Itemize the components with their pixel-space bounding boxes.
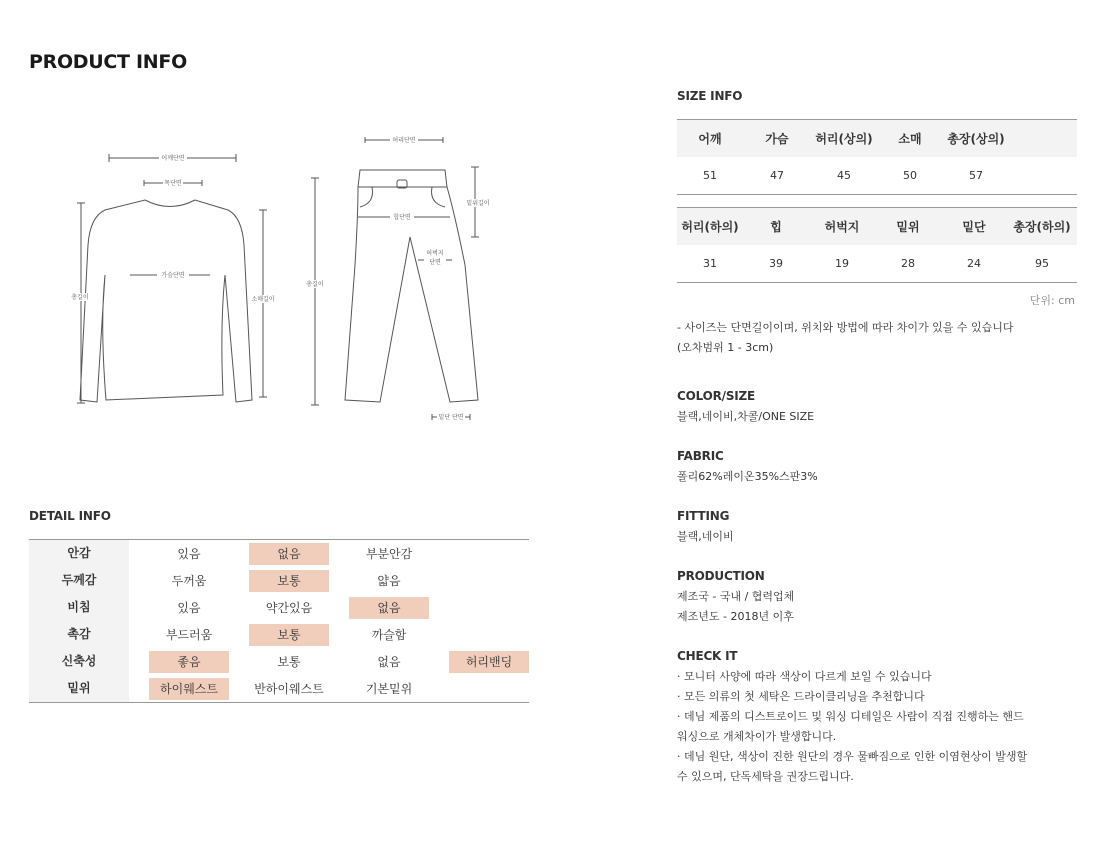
detail-option-selected: 허리밴딩 bbox=[449, 651, 529, 673]
detail-row bbox=[29, 675, 529, 702]
detail-row bbox=[29, 621, 529, 648]
production-block bbox=[677, 569, 1087, 627]
fabric-value: 폴리62%레이온35%스판3% bbox=[677, 470, 818, 483]
size-value-cell: 95 bbox=[1035, 257, 1049, 270]
hip-label: 힙단면 bbox=[393, 214, 411, 221]
size-header-cell: 허리(상의) bbox=[815, 132, 873, 146]
fitting-value: 블랙,네이비 bbox=[677, 530, 734, 543]
detail-info-title: DETAIL INFO bbox=[29, 509, 111, 523]
detail-option: 까슬함 bbox=[371, 627, 407, 642]
top-total-length-label: 총길이 bbox=[71, 294, 89, 301]
color-size-value: 블랙,네이비,차콜/ONE SIZE bbox=[677, 410, 815, 423]
check-it-line: · 데님 제품의 디스트로이드 및 워싱 디테일은 사람이 직접 진행하는 핸드 bbox=[677, 710, 1024, 723]
detail-row bbox=[29, 594, 529, 621]
production-line: 제조국 - 국내 / 협력업체 bbox=[677, 590, 795, 603]
detail-info-table bbox=[29, 539, 529, 703]
detail-option: 약간있음 bbox=[265, 600, 313, 615]
neck-label: 목단면 bbox=[164, 180, 182, 187]
thigh-label-2: 단면 bbox=[429, 259, 441, 266]
shoulder-label: 어깨단면 bbox=[161, 155, 185, 162]
size-table-bottom bbox=[677, 207, 1077, 283]
size-value-cell: 39 bbox=[769, 257, 783, 270]
color-size-block bbox=[677, 389, 1087, 427]
thigh-label: 허벅지 bbox=[426, 250, 444, 257]
detail-row bbox=[29, 648, 529, 675]
size-header-cell: 밑단 bbox=[962, 220, 986, 234]
size-header-cell: 소매 bbox=[898, 132, 922, 146]
size-value-cell: 45 bbox=[837, 169, 851, 182]
detail-row bbox=[29, 540, 529, 567]
size-header-cell: 어깨 bbox=[698, 132, 722, 146]
detail-option-selected: 없음 bbox=[249, 543, 329, 565]
detail-option: 기본밑위 bbox=[365, 681, 413, 696]
fitting-block bbox=[677, 509, 1087, 547]
size-measurement-diagram bbox=[60, 125, 530, 435]
size-value-row bbox=[677, 245, 1077, 282]
size-header-cell: 총장(하의) bbox=[1013, 220, 1071, 234]
fabric-title: FABRIC bbox=[677, 449, 724, 463]
detail-option: 있음 bbox=[177, 546, 201, 561]
sleeve-label: 소매길이 bbox=[251, 296, 275, 303]
size-header-row bbox=[677, 208, 1077, 245]
detail-row-label: 촉감 bbox=[29, 621, 129, 648]
detail-row-label: 두께감 bbox=[29, 567, 129, 594]
detail-row-label: 신축성 bbox=[29, 648, 129, 675]
waist-label: 허리단면 bbox=[392, 137, 416, 144]
size-value-cell: 57 bbox=[969, 169, 983, 182]
size-value-cell: 28 bbox=[901, 257, 915, 270]
check-it-title: CHECK IT bbox=[677, 649, 738, 663]
size-value-cell: 50 bbox=[903, 169, 917, 182]
detail-option-selected: 하이웨스트 bbox=[149, 678, 229, 700]
chest-label: 가슴단면 bbox=[161, 272, 185, 279]
size-header-cell: 밑위 bbox=[896, 220, 920, 234]
detail-option: 얇음 bbox=[377, 573, 401, 588]
detail-option-selected: 보통 bbox=[249, 570, 329, 592]
check-it-line: · 데님 원단, 색상이 진한 원단의 경우 물빠짐으로 인한 이염현상이 발생할 bbox=[677, 750, 1028, 763]
check-it-line: · 모니터 사양에 따라 색상이 다르게 보일 수 있습니다 bbox=[677, 670, 932, 683]
rise-label: 밑위길이 bbox=[466, 200, 490, 207]
detail-option: 없음 bbox=[377, 654, 401, 669]
check-it-line: 수 있으며, 단독세탁을 권장드립니다. bbox=[677, 770, 854, 783]
size-header-cell: 힙 bbox=[770, 220, 782, 234]
detail-option: 부분안감 bbox=[365, 546, 413, 561]
size-value-cell: 47 bbox=[770, 169, 784, 182]
detail-row-label: 안감 bbox=[29, 540, 129, 567]
detail-option-selected: 좋음 bbox=[149, 651, 229, 673]
size-note-line: (오차범위 1 - 3cm) bbox=[677, 341, 774, 354]
top-garment-outline bbox=[80, 200, 252, 402]
hem-label: 밑단 단면 bbox=[438, 414, 464, 421]
detail-option-selected: 보통 bbox=[249, 624, 329, 646]
detail-option: 두꺼움 bbox=[171, 573, 207, 588]
detail-option: 있음 bbox=[177, 600, 201, 615]
detail-row bbox=[29, 567, 529, 594]
size-note-line: - 사이즈는 단면길이이며, 위치와 방법에 따라 차이가 있을 수 있습니다 bbox=[677, 321, 1014, 334]
production-title: PRODUCTION bbox=[677, 569, 765, 583]
detail-option: 반하이웨스트 bbox=[254, 681, 324, 696]
detail-row-label: 밑위 bbox=[29, 675, 129, 702]
size-header-cell: 가슴 bbox=[765, 132, 789, 146]
size-value-row bbox=[677, 157, 1077, 194]
check-it-line: · 모든 의류의 첫 세탁은 드라이클리닝을 추천합니다 bbox=[677, 690, 925, 703]
check-it-block bbox=[677, 649, 1087, 787]
size-value-cell: 19 bbox=[835, 257, 849, 270]
fitting-title: FITTING bbox=[677, 509, 730, 523]
size-value-cell: 31 bbox=[703, 257, 717, 270]
unit-label: 단위: cm bbox=[1029, 294, 1075, 307]
size-info-title: SIZE INFO bbox=[677, 89, 743, 103]
detail-row-label: 비침 bbox=[29, 594, 129, 621]
detail-option-selected: 없음 bbox=[349, 597, 429, 619]
detail-option: 부드러움 bbox=[165, 627, 213, 642]
detail-option: 보통 bbox=[277, 654, 301, 669]
color-size-title: COLOR/SIZE bbox=[677, 389, 756, 403]
size-value-cell: 51 bbox=[703, 169, 717, 182]
size-header-cell: 허벅지 bbox=[824, 220, 860, 234]
check-it-line: 워싱으로 개체차이가 발생합니다. bbox=[677, 730, 837, 743]
size-header-cell: 총장(상의) bbox=[947, 132, 1005, 146]
size-header-cell: 허리(하의) bbox=[681, 220, 739, 234]
size-value-cell: 24 bbox=[967, 257, 981, 270]
fabric-block bbox=[677, 449, 1087, 487]
size-header-row bbox=[677, 120, 1077, 157]
size-table-top bbox=[677, 119, 1077, 195]
production-line: 제조년도 - 2018년 이후 bbox=[677, 610, 794, 623]
page-title: PRODUCT INFO bbox=[29, 51, 187, 73]
size-note bbox=[677, 318, 1077, 358]
bottom-total-length-label: 총길이 bbox=[306, 281, 324, 288]
